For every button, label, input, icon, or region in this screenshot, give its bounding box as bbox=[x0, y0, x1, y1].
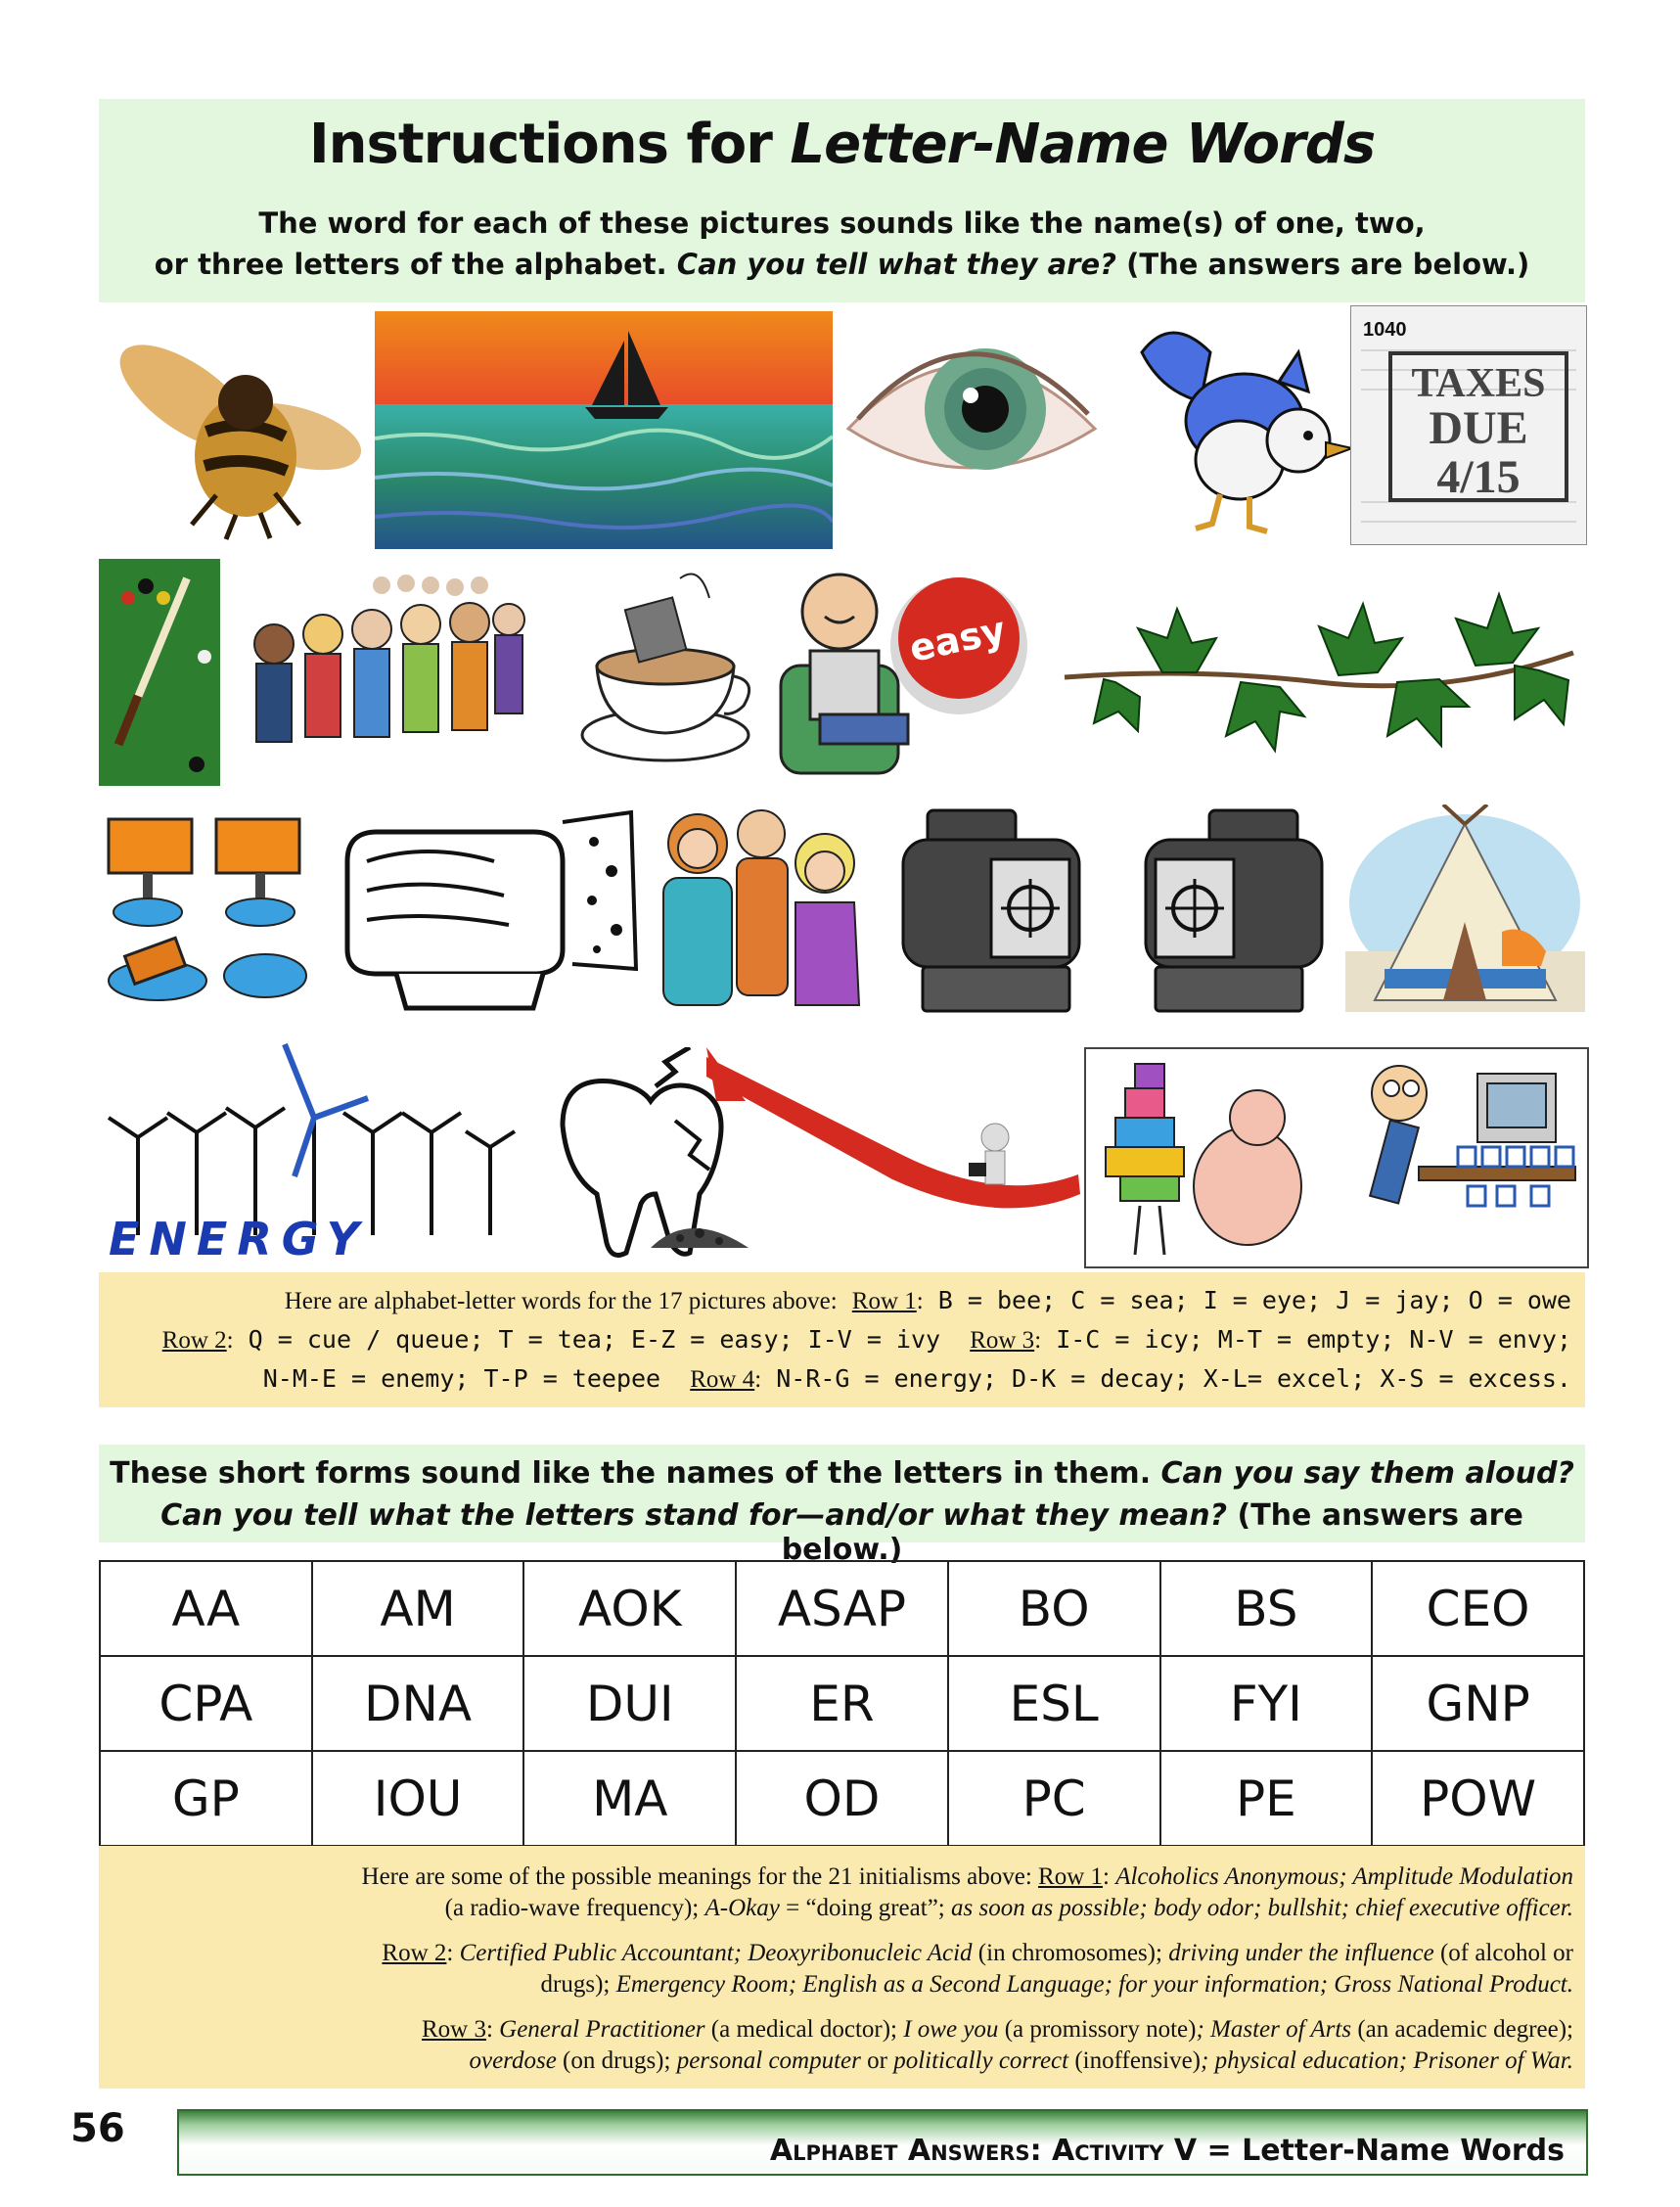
empty-picture bbox=[338, 803, 644, 1013]
queue-picture bbox=[235, 566, 528, 781]
table-cell: AA bbox=[100, 1561, 312, 1656]
stamp-taxes: TAXES bbox=[1411, 361, 1546, 406]
page-title: Instructions for Letter-Name Words bbox=[308, 113, 1376, 176]
teepee-picture bbox=[1345, 805, 1585, 1012]
table-cell: CEO bbox=[1372, 1561, 1584, 1656]
initialisms-table bbox=[99, 1560, 1585, 1847]
table-cell: CPA bbox=[100, 1656, 312, 1751]
table-cell: MA bbox=[523, 1751, 736, 1846]
picture-answers-line-1: Here are alphabet-letter words for the 17 pictures above: Row 1: B = bee; C = sea; I = eye; J = jay; O = owe bbox=[284, 1286, 1571, 1314]
easy-picture bbox=[771, 558, 1035, 783]
table-cell: ER bbox=[736, 1656, 948, 1751]
title-panel bbox=[99, 99, 1585, 302]
table-row bbox=[100, 1751, 1584, 1846]
table-cell: PE bbox=[1160, 1751, 1373, 1846]
intro-line-1: The word for each of these pictures sounds like the name(s) of one, two, bbox=[258, 207, 1426, 240]
page-number: 56 bbox=[70, 2106, 125, 2151]
table-cell: ASAP bbox=[736, 1561, 948, 1656]
table-cell: GP bbox=[100, 1751, 312, 1846]
tea-picture bbox=[572, 559, 755, 774]
table-cell: DUI bbox=[523, 1656, 736, 1751]
cue-picture bbox=[99, 559, 220, 786]
table-cell: GNP bbox=[1372, 1656, 1584, 1751]
icy-picture bbox=[99, 805, 314, 1012]
table-cell: POW bbox=[1372, 1751, 1584, 1846]
table-cell: DNA bbox=[312, 1656, 524, 1751]
table-cell: OD bbox=[736, 1751, 948, 1846]
table-cell: BS bbox=[1160, 1561, 1373, 1656]
table-cell: PC bbox=[948, 1751, 1160, 1846]
taxes-owe-picture bbox=[1350, 305, 1587, 545]
table-cell: FYI bbox=[1160, 1656, 1373, 1751]
sea-picture bbox=[375, 311, 833, 549]
table-cell: AOK bbox=[523, 1561, 736, 1656]
initialisms-question-line-2: Can you tell what the letters stand for—and/or what they mean? (The answers are below.) bbox=[160, 1498, 1523, 1567]
excess-picture bbox=[1084, 1047, 1589, 1268]
envy-picture bbox=[649, 795, 864, 1012]
meanings-line-1: Here are some of the possible meanings for the 21 initialisms above: Row 1: Alcoholics Anonymous; Amplitude Modulation bbox=[361, 1863, 1573, 1890]
meanings-line-6: overdose (on drugs); personal computer or politically correct (inoffensive); physical education; Prisoner of War. bbox=[469, 2047, 1573, 2074]
footer-title: Alphabet Answers: Activity V = Letter-Name Words bbox=[769, 2134, 1565, 2168]
table-cell: BO bbox=[948, 1561, 1160, 1656]
tax-form-number: 1040 bbox=[1363, 319, 1407, 341]
picture-answers-line-2: Row 2: Q = cue / queue; T = tea; E-Z = easy; I-V = ivy Row 3: I-C = icy; M-T = empty; N-V = envy; bbox=[161, 1325, 1571, 1354]
enemy-picture bbox=[898, 801, 1329, 1014]
energy-word: ENERGY bbox=[109, 1213, 369, 1263]
footer-bar bbox=[177, 2109, 1588, 2176]
table-cell: ESL bbox=[948, 1656, 1160, 1751]
meanings-line-3: Row 2: Certified Public Accountant; Deoxyribonucleic Acid (in chromosomes); driving under the influence (of alcohol or bbox=[382, 1940, 1573, 1966]
initialisms-question-line-1: These short forms sound like the names of the letters in them. Can you say them aloud? bbox=[110, 1456, 1574, 1491]
eye-picture bbox=[839, 311, 1103, 505]
stamp-date: 4/15 bbox=[1436, 451, 1521, 503]
ivy-picture bbox=[1045, 560, 1585, 788]
picture-answers-panel bbox=[99, 1272, 1585, 1407]
stamp-due: DUE bbox=[1429, 402, 1528, 454]
excel-picture bbox=[706, 1047, 1086, 1263]
initialism-answers-panel bbox=[99, 1846, 1585, 2089]
easy-button-label: easy bbox=[905, 608, 1010, 670]
meanings-line-5: Row 3: General Practitioner (a medical doctor); I owe you (a promissory note); Master of Arts (an academic degree); bbox=[421, 2016, 1573, 2043]
initialisms-question-panel bbox=[99, 1445, 1585, 1567]
picture-answers-line-3: N-M-E = enemy; T-P = teepee Row 4: N-R-G = energy; D-K = decay; X-L= excel; X-S = excess. bbox=[262, 1364, 1571, 1393]
intro-line-2: or three letters of the alphabet. Can you tell what they are? (The answers are below.) bbox=[154, 248, 1530, 281]
meanings-line-2: (a radio-wave frequency); A-Okay = “doing great”; as soon as possible; body odor; bullshit; chief executive officer. bbox=[444, 1895, 1573, 1921]
table-cell: AM bbox=[312, 1561, 524, 1656]
table-row bbox=[100, 1561, 1584, 1656]
bee-picture bbox=[99, 309, 363, 544]
table-row bbox=[100, 1656, 1584, 1751]
meanings-line-4: drugs); Emergency Room; English as a Second Language; for your information; Gross National Product. bbox=[540, 1971, 1573, 1998]
table-cell: IOU bbox=[312, 1751, 524, 1846]
energy-picture bbox=[99, 1039, 544, 1263]
